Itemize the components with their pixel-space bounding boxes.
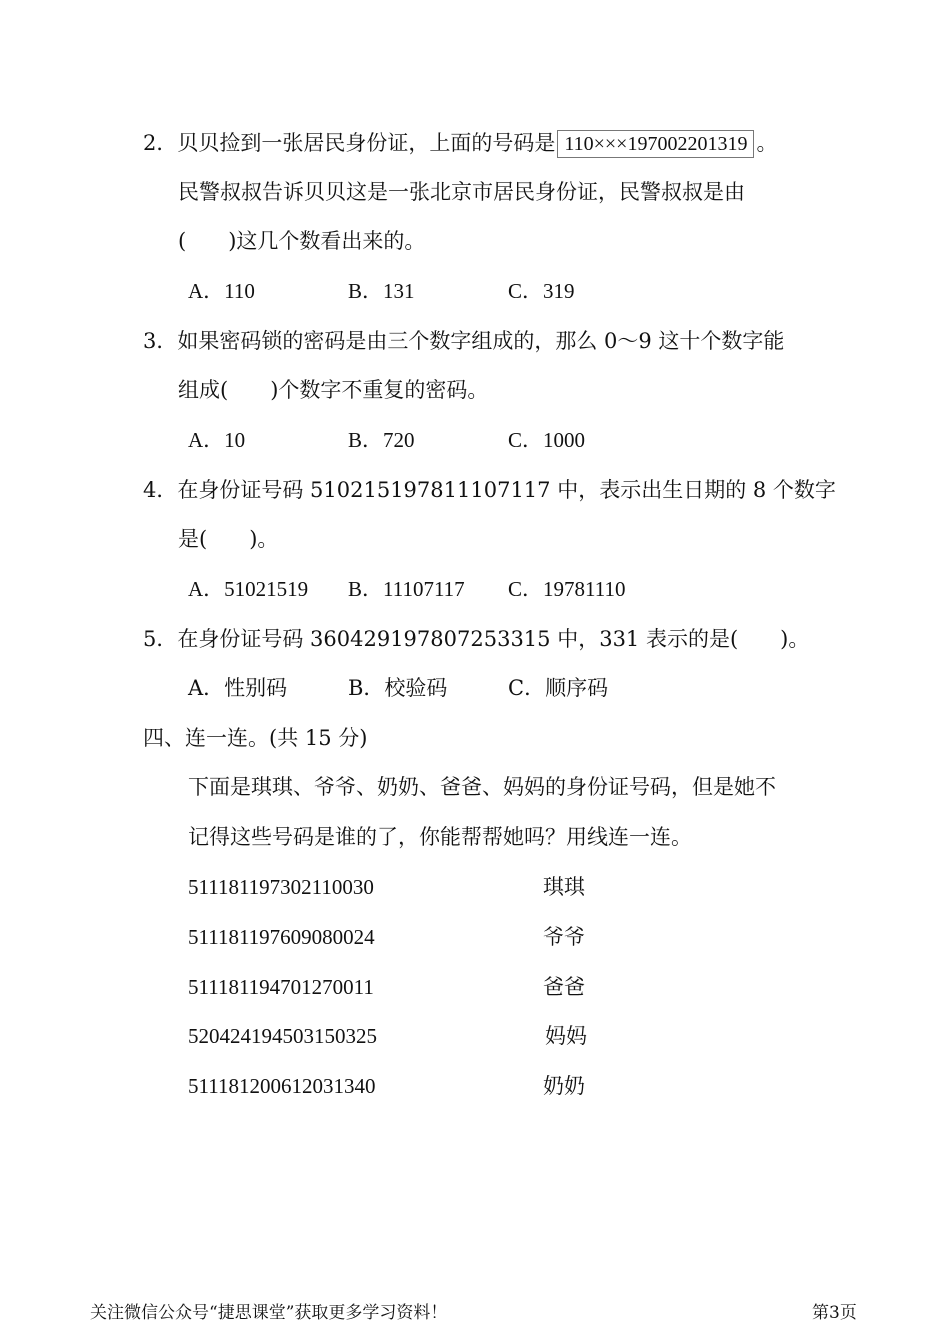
q3-option-b[interactable]: B．720 bbox=[348, 428, 415, 452]
q5-option-b[interactable]: B．校验码 bbox=[348, 676, 448, 700]
q3-option-c[interactable]: C．1000 bbox=[508, 428, 586, 452]
section4-intro-line1: 下面是琪琪、爷爷、奶奶、爸爸、妈妈的身份证号码，但是她不 bbox=[188, 775, 776, 799]
section4-heading: 四、连一连。(共 15 分) bbox=[143, 726, 368, 750]
q4-line2: 是( )。 bbox=[178, 527, 279, 551]
q2-line1-text: 2．贝贝捡到一张居民身份证，上面的号码是 bbox=[143, 131, 556, 155]
q2-option-a[interactable]: A．110 bbox=[188, 279, 255, 303]
person-name-4[interactable]: 妈妈 bbox=[545, 1024, 587, 1048]
q2-option-b[interactable]: B．131 bbox=[348, 279, 415, 303]
section4-intro-line2: 记得这些号码是谁的了，你能帮帮她吗？用线连一连。 bbox=[188, 825, 692, 849]
q4-option-a[interactable]: A．51021519 bbox=[188, 577, 309, 601]
id-number-2[interactable]: 511181197609080024 bbox=[188, 925, 375, 949]
person-name-5[interactable]: 奶奶 bbox=[543, 1074, 585, 1098]
q3-option-a[interactable]: A．10 bbox=[188, 428, 246, 452]
q2-line1-end: 。 bbox=[756, 131, 778, 155]
person-name-2[interactable]: 爷爷 bbox=[543, 925, 585, 949]
q5-line1: 5．在身份证号码 360429197807253315 中，331 表示的是( )。 bbox=[143, 627, 810, 651]
q2-option-c[interactable]: C．319 bbox=[508, 279, 575, 303]
page-number: 第3页 bbox=[812, 1303, 857, 1323]
id-number-1[interactable]: 511181197302110030 bbox=[188, 875, 374, 899]
q4-line1: 4．在身份证号码 510215197811107117 中，表示出生日期的 8 个数字 bbox=[143, 478, 836, 502]
id-number-5[interactable]: 511181200612031340 bbox=[188, 1074, 376, 1098]
id-number-4[interactable]: 520424194503150325 bbox=[188, 1024, 377, 1048]
q3-line2: 组成( )个数字不重复的密码。 bbox=[178, 378, 489, 402]
person-name-1[interactable]: 琪琪 bbox=[543, 875, 585, 899]
id-number-box: 110×××197002201319 bbox=[557, 130, 754, 158]
q5-option-c[interactable]: C．顺序码 bbox=[508, 676, 609, 700]
id-number-3[interactable]: 511181194701270011 bbox=[188, 975, 374, 999]
q4-option-b[interactable]: B．11107117 bbox=[348, 577, 465, 601]
q2-line3: ( )这几个数看出来的。 bbox=[178, 229, 426, 253]
q5-option-a[interactable]: A．性别码 bbox=[188, 676, 288, 700]
q3-line1: 3．如果密码锁的密码是由三个数字组成的，那么 0～9 这十个数字能 bbox=[143, 329, 785, 353]
person-name-3[interactable]: 爸爸 bbox=[543, 975, 585, 999]
footer-promo-text: 关注微信公众号“捷思课堂”获取更多学习资料！ bbox=[90, 1303, 448, 1323]
q2-line1 bbox=[143, 130, 777, 158]
q4-option-c[interactable]: C．19781110 bbox=[508, 577, 626, 601]
q2-line2: 民警叔叔告诉贝贝这是一张北京市居民身份证，民警叔叔是由 bbox=[178, 180, 745, 204]
